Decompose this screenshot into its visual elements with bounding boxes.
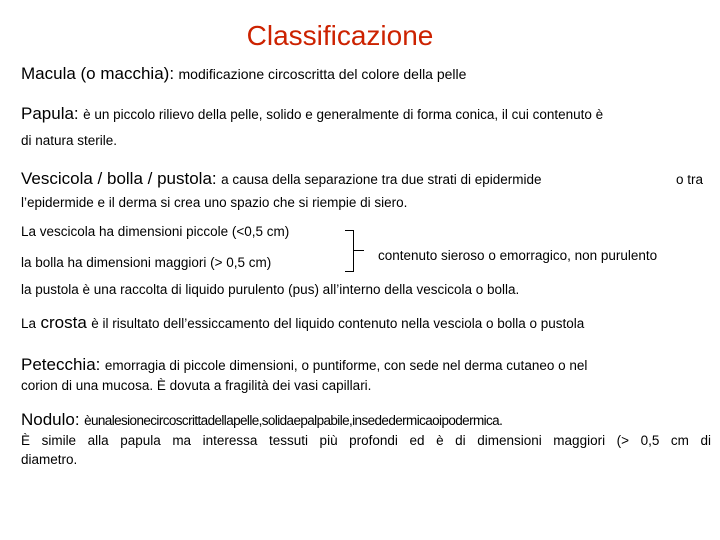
bolla-dimensions: la bolla ha dimensioni maggiori (> 0,5 cm) xyxy=(21,255,272,270)
nodulo-term: Nodulo: xyxy=(21,410,80,429)
crosta-text: è il risultato dell’essiccamento del liquido contenuto nella vesciola o bolla o pustola xyxy=(91,316,585,331)
petecchia-line-1 xyxy=(21,355,587,375)
vescicola-text-1-end: o tra xyxy=(676,172,704,187)
pustola-text: la pustola è una raccolta di liquido purulento (pus) all’interno della vescicola o bolla. xyxy=(21,282,520,297)
vescicola-dimensions: La vescicola ha dimensioni piccole (<0,5 cm) xyxy=(21,224,290,239)
nodulo-text-1: èunalesionecircoscrittadellapelle,solidaepalpabile,insededermicaoipodermica. xyxy=(84,413,503,428)
petecchia-text-2: corion di una mucosa. È dovuta a fragilità dei vasi capillari. xyxy=(21,378,372,393)
vescicola-text-1: a causa della separazione tra due strati di epidermide xyxy=(221,172,542,187)
bracket-tick xyxy=(354,250,364,251)
crosta-line xyxy=(21,313,584,333)
contenuto-text: contenuto sieroso o emorragico, non purulento xyxy=(378,248,658,263)
nodulo-text-2: È simile alla papula ma interessa tessuti più profondi ed è di dimensioni maggiori (> 0,5 cm di xyxy=(21,433,711,448)
nodulo-text-3: diametro. xyxy=(21,452,78,467)
macula-text: modificazione circoscritta del colore della pelle xyxy=(178,66,467,82)
macula-term: Macula (o macchia): xyxy=(21,64,175,83)
macula-line xyxy=(21,64,466,84)
vescicola-text-2: l’epidermide e il derma si crea uno spazio che si riempie di siero. xyxy=(21,195,408,210)
petecchia-term: Petecchia: xyxy=(21,355,101,374)
page-title: Classificazione xyxy=(246,20,434,51)
vescicola-line-1 xyxy=(21,169,542,189)
papula-text-1: è un piccolo rilievo della pelle, solido e generalmente di forma conica, il cui contenuto è xyxy=(83,107,604,122)
vescicola-term: Vescicola / bolla / pustola: xyxy=(21,169,217,188)
petecchia-text-1: emorragia di piccole dimensioni, o puntiforme, con sede nel derma cutaneo o nel xyxy=(104,358,588,373)
papula-line-1 xyxy=(21,104,603,124)
papula-term: Papula: xyxy=(21,104,79,123)
bracket-shape xyxy=(345,230,354,272)
papula-text-2: di natura sterile. xyxy=(21,133,118,148)
crosta-term: crosta xyxy=(40,313,87,332)
nodulo-line-1 xyxy=(21,410,502,430)
crosta-prefix: La xyxy=(21,316,37,331)
